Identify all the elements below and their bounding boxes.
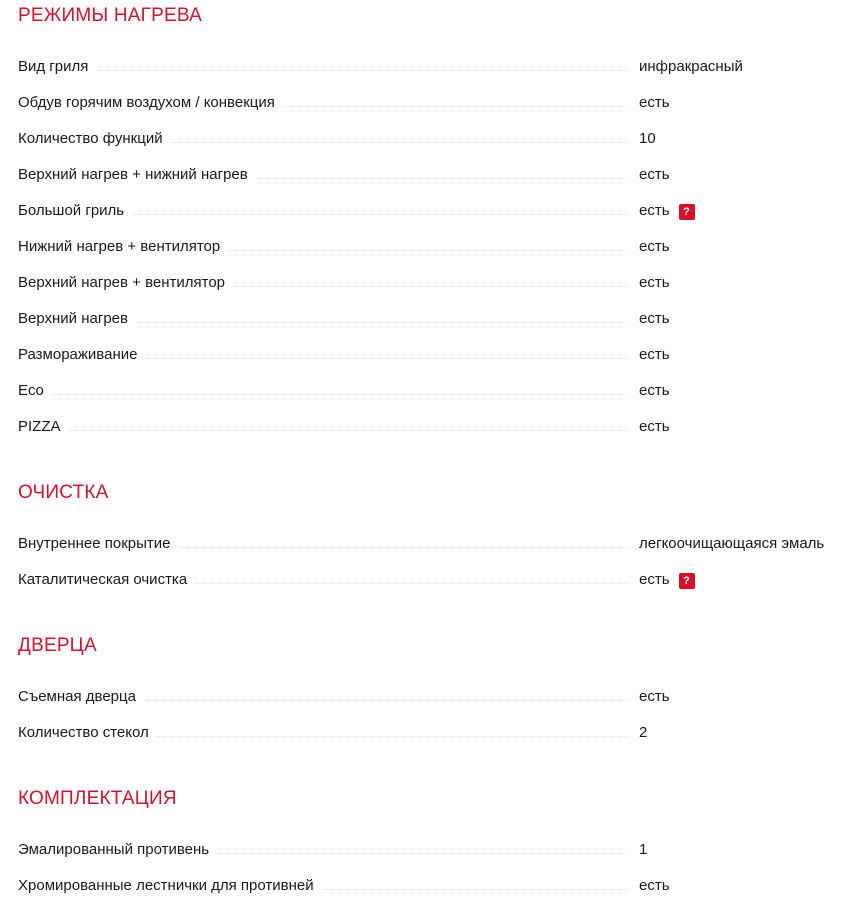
spec-row-enamel-tray <box>18 840 842 876</box>
help-icon[interactable]: ? <box>679 573 695 589</box>
help-icon[interactable]: ? <box>679 204 695 220</box>
spec-row-eco <box>18 381 842 417</box>
dotted-leader <box>18 70 628 71</box>
dotted-leader <box>18 430 628 431</box>
spec-list <box>18 534 842 606</box>
spec-value-text: есть <box>639 877 670 894</box>
spec-label: Большой гриль <box>18 201 132 220</box>
spec-row-catalytic-cleaning <box>18 570 842 606</box>
spec-value <box>639 840 647 859</box>
spec-label: PIZZA <box>18 417 69 436</box>
spec-value-text: есть <box>639 202 670 219</box>
section-title: КОМПЛЕКТАЦИЯ <box>18 788 177 809</box>
spec-value-text: 10 <box>639 130 656 147</box>
spec-value <box>639 570 695 589</box>
section-equipment <box>18 787 842 912</box>
spec-value <box>639 345 670 364</box>
spec-label: Эмалированный противень <box>18 840 217 859</box>
section-title: ОЧИСТКА <box>18 482 109 503</box>
spec-label: Каталитическая очистка <box>18 570 195 589</box>
spec-value <box>639 201 695 220</box>
spec-label: Количество стекол <box>18 723 157 742</box>
spec-value-text: есть <box>639 274 670 291</box>
spec-row-inner-coating <box>18 534 842 570</box>
spec-row-convection <box>18 93 842 129</box>
spec-row-large-grill <box>18 201 842 237</box>
spec-value <box>639 237 670 256</box>
spec-label: Верхний нагрев + вентилятор <box>18 273 233 292</box>
spec-row-top-bottom-heat <box>18 165 842 201</box>
section-title: РЕЖИМЫ НАГРЕВА <box>18 5 203 26</box>
spec-row-removable-door <box>18 687 842 723</box>
section-door <box>18 634 842 759</box>
spec-value-text: есть <box>639 346 670 363</box>
spec-value-text: 1 <box>639 841 648 858</box>
spec-label: Количество функций <box>18 129 171 148</box>
spec-label: Внутреннее покрытие <box>18 534 179 553</box>
spec-value-text: есть <box>639 166 670 183</box>
spec-value-text: есть <box>639 418 670 435</box>
spec-value-text: 2 <box>639 724 648 741</box>
spec-value <box>639 534 824 553</box>
spec-value <box>639 93 670 112</box>
spec-row-top-heat <box>18 309 842 345</box>
spec-row-grill-type <box>18 57 842 93</box>
spec-row-chrome-ladders <box>18 876 842 912</box>
spec-label: Обдув горячим воздухом / конвекция <box>18 93 283 112</box>
spec-label: Съемная дверца <box>18 687 144 706</box>
spec-value-text: есть <box>639 94 670 111</box>
spec-row-top-heat-fan <box>18 273 842 309</box>
spec-row-defrost <box>18 345 842 381</box>
spec-value-text: легкоочищающаяся эмаль <box>639 535 825 552</box>
spec-value-text: есть <box>639 238 670 255</box>
spec-list <box>18 840 842 912</box>
spec-list <box>18 687 842 759</box>
spec-value <box>639 723 647 742</box>
spec-value <box>639 876 670 895</box>
spec-label: Нижний нагрев + вентилятор <box>18 237 228 256</box>
section-heating-modes <box>18 4 842 453</box>
spec-value-text: есть <box>639 382 670 399</box>
spec-value-text: есть <box>639 310 670 327</box>
spec-value-text: инфракрасный <box>639 58 743 75</box>
spec-value-text: есть <box>639 688 670 705</box>
spec-value-text: есть <box>639 571 670 588</box>
spec-row-pizza <box>18 417 842 453</box>
dotted-leader <box>18 394 628 395</box>
spec-value <box>639 381 670 400</box>
spec-value <box>639 417 670 436</box>
spec-row-glass-count <box>18 723 842 759</box>
spec-label: Верхний нагрев + нижний нагрев <box>18 165 256 184</box>
spec-label: Eco <box>18 381 52 400</box>
spec-value <box>639 129 656 148</box>
spec-label: Размораживание <box>18 345 145 364</box>
section-cleaning <box>18 481 842 606</box>
spec-list <box>18 57 842 453</box>
spec-row-function-count <box>18 129 842 165</box>
spec-value <box>639 57 743 76</box>
spec-label: Вид гриля <box>18 57 96 76</box>
spec-value <box>639 309 670 328</box>
section-title: ДВЕРЦА <box>18 635 97 656</box>
spec-label: Хромированные лестнички для противней <box>18 876 322 895</box>
spec-value <box>639 165 670 184</box>
spec-row-bottom-heat-fan <box>18 237 842 273</box>
spec-label: Верхний нагрев <box>18 309 136 328</box>
spec-value <box>639 273 670 292</box>
spec-value <box>639 687 670 706</box>
